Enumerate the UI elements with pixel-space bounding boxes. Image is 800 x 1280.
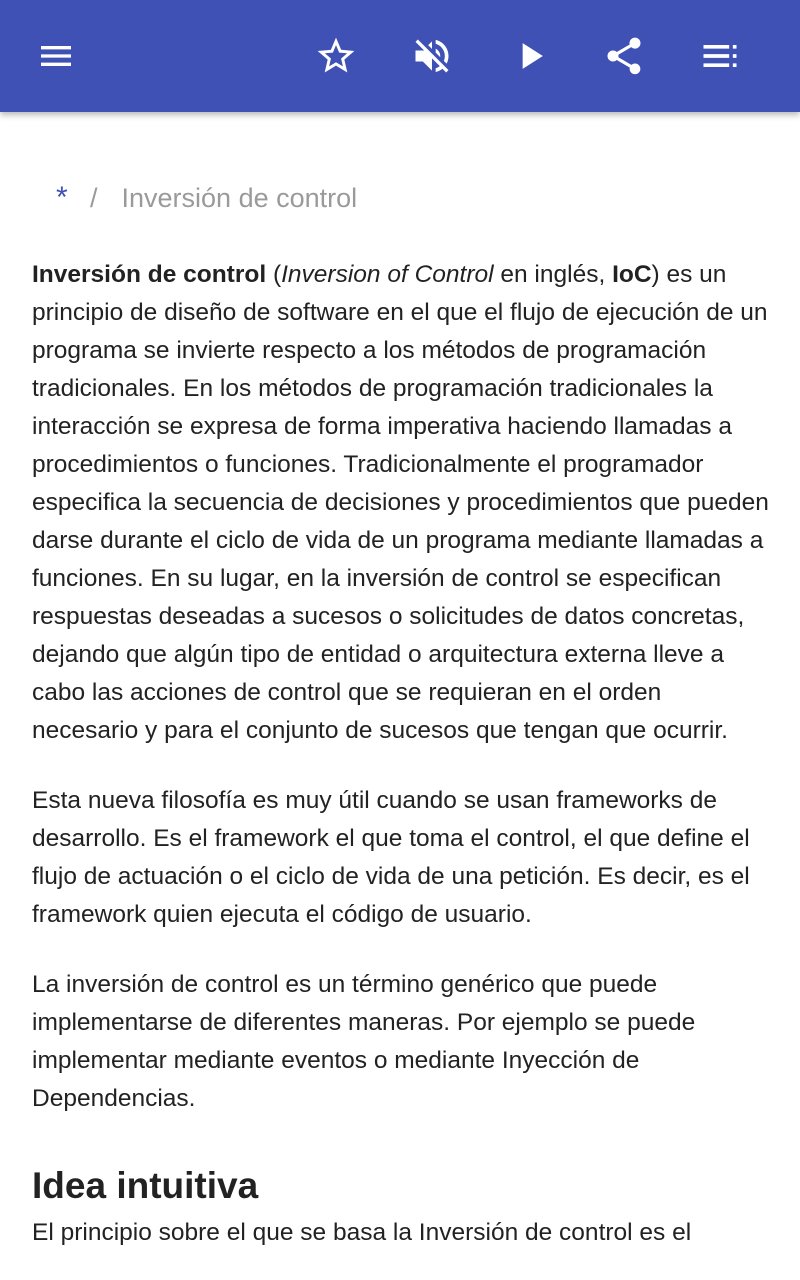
text-fragment: (: [266, 261, 282, 288]
table-of-contents-icon: [698, 34, 742, 78]
play-button[interactable]: [502, 28, 558, 84]
section-heading: Idea intuitiva: [32, 1165, 259, 1206]
paragraph-frameworks: Esta nueva filosofía es muy útil cuando se usan frameworks de desarrollo. Es el framework el que toma el control, el que define el flujo de actuación o el ciclo de vida de una petición. Es decir, es el framework quien ejecuta el código de usuario.: [32, 787, 750, 928]
paragraph-intro: [32, 256, 772, 750]
favorite-button[interactable]: [308, 28, 364, 84]
text-fragment: ) es un principio de diseño de software en el que el flujo de ejecución de un programa se invierte respecto a los métodos de programación tradicionales. En los métodos de programación tradicionales la interacción se expresa de forma imperativa haciendo llamadas a procedimientos o funciones. Tradicionalmente el programador especifica la secuencia de decisiones y procedimientos que pueden darse durante el ciclo de vida de un programa mediante llamadas a funciones. En su lugar, en la inversión de control se especifican respuestas deseadas a sucesos o solicitudes de datos concretas, dejando que algún tipo de entidad o arquitectura externa lleve a cabo las acciones de control que se requieran en el orden necesario y para el conjunto de sucesos que tengan que ocurrir.: [32, 261, 769, 744]
article-content: [0, 112, 800, 1280]
breadcrumb-home-link[interactable]: *: [56, 181, 68, 214]
breadcrumb-separator: /: [90, 183, 98, 213]
app-bar: [0, 0, 800, 112]
paragraph-generic-term: La inversión de control es un término genérico que puede implementarse de diferentes maneras. Por ejemplo se puede implementar mediante eventos o mediante Inyección de Dependencias.: [32, 971, 696, 1112]
abbreviation-bold: IoC: [612, 261, 652, 288]
term-bold: Inversión de control: [32, 261, 267, 288]
volume-off-icon: [410, 34, 454, 78]
share-button[interactable]: [596, 28, 652, 84]
english-term-italic: Inversion of Control: [281, 261, 494, 288]
star-outline-icon: [314, 34, 358, 78]
mute-button[interactable]: [404, 28, 460, 84]
menu-button[interactable]: [28, 28, 84, 84]
hamburger-menu-icon: [36, 36, 76, 76]
share-icon: [602, 34, 646, 78]
breadcrumb-current: Inversión de control: [121, 183, 358, 213]
article-body: [32, 256, 772, 1280]
breadcrumb: [56, 180, 357, 216]
table-of-contents-button[interactable]: [692, 28, 748, 84]
play-icon: [508, 34, 552, 78]
paragraph-principle: El principio sobre el que se basa la Inversión de control es el: [32, 1219, 692, 1246]
text-fragment: en inglés,: [493, 261, 613, 288]
